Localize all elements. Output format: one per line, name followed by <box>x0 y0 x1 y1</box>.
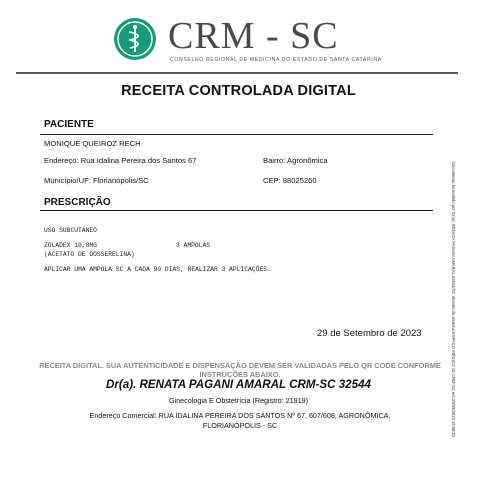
patient-city: Município/UF: Florianópolis/SC <box>44 176 149 185</box>
patient-neighborhood: Bairro: Agronômica <box>263 156 328 165</box>
issue-date: 29 de Setembro de 2023 <box>317 328 422 339</box>
patient-section-label: PACIENTE <box>44 119 94 130</box>
prescription-section-label: PRESCRIÇÃO <box>44 197 111 208</box>
prescription-instructions: APLICAR UMA AMPOLA SC A CADA 90 DIAS, REALIZAR 3 APLICAÇÕES. <box>44 266 271 273</box>
caduceus-icon <box>114 18 156 60</box>
patient-name: MONIQUE QUEIROZ RECH <box>44 139 141 148</box>
patient-divider <box>40 134 433 135</box>
patient-zip: CEP: 88025260 <box>263 176 317 185</box>
patient-address: Endereço: Rua Idalina Pereira dos Santos 67 <box>44 156 197 165</box>
header-divider <box>16 72 458 74</box>
prescription-route: USO SUBCUTANEO <box>44 227 97 234</box>
logo-text: CRM - SC <box>168 15 339 57</box>
doctor-name: Dr(a). RENATA PAGANI AMARAL CRM-SC 32544 <box>106 378 371 391</box>
commercial-address: Endereço Comercial: RUA IDALINA PEREIRA DOS SANTOS Nº 67, 607/608, AGRONÔMICA, FLORIANÓPOLIS - SC <box>89 411 391 430</box>
prescription-generic-name: (ACETATO DE GOSSERELINA) <box>44 251 135 258</box>
validation-notice: RECEITA DIGITAL. SUA AUTENTICIDADE E DISPENSAÇÃO DEVEM SER VALIDADAS PELO QR CODE CONFORME INSTRUÇÕES ABAIXO. <box>39 361 441 379</box>
crm-logo-emblem <box>114 18 156 60</box>
issuance-side-note: Documento foi emitido por Dr(a). RENATA PAGANI AMARAL 32544/SC através do sistema ESPAÇO MÉDICO do CRM-SC em 29/09/2023 15:58:22 <box>451 162 456 438</box>
logo-subtitle: CONSELHO REGIONAL DE MEDICINA DO ESTADO DE SANTA CATARINA <box>170 57 382 63</box>
prescription-drug: ZOLADEX 10,8MG <box>44 242 97 249</box>
doctor-specialty: Ginecologia E Obstetrícia (Registro: 21919) <box>168 396 309 405</box>
prescription-quantity: 3 AMPOLAS <box>176 242 211 249</box>
prescription-divider <box>40 210 433 211</box>
document-title: RECEITA CONTROLADA DIGITAL <box>121 83 356 99</box>
